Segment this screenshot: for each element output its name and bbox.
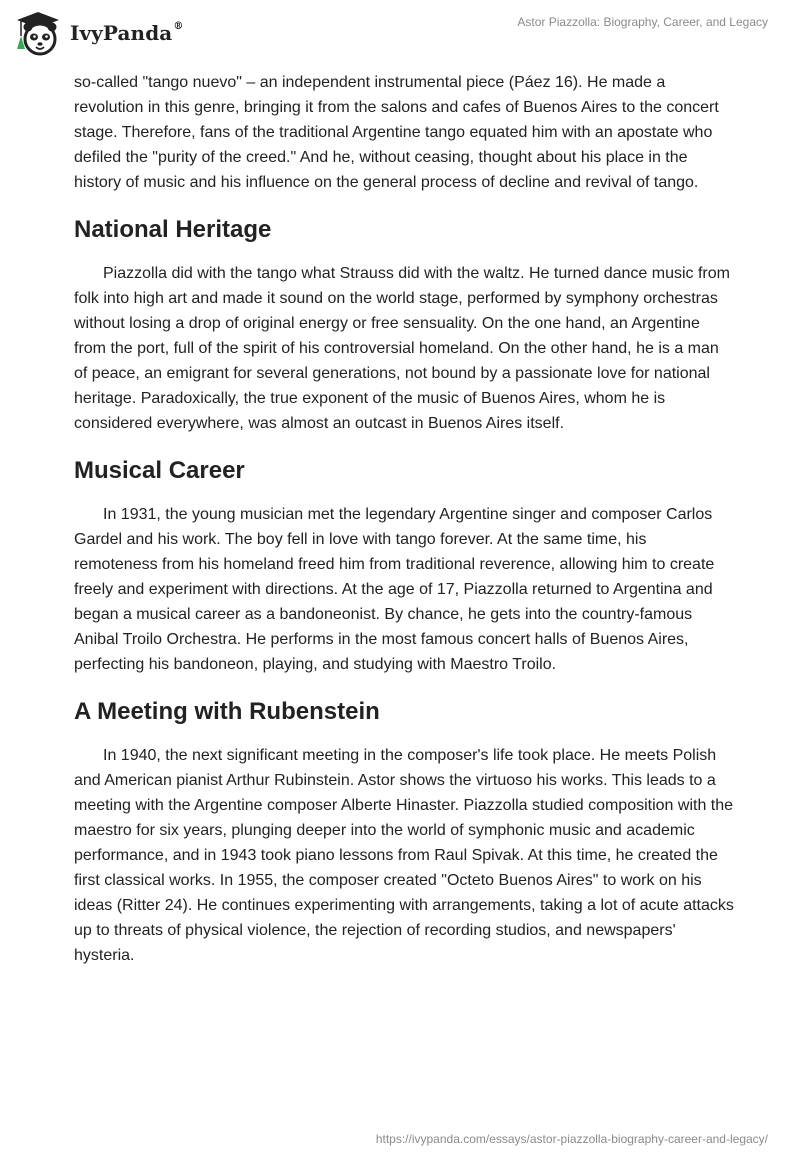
intro-paragraph: so-called "tango nuevo" – an independent instrumental piece (Páez 16). He made a revolution in this genre, bringing it from the salons and cafes of Buenos Aires to the concert stage. Therefore, fans of the traditional Argentine tango equated him with an apostate who defiled the "purity of the creed." And he, without ceasing, thought about his place in the history of music and his influence on the general process of decline and revival of tango. (74, 74, 719, 191)
article-body (74, 70, 734, 968)
panda-logo-icon (12, 9, 64, 57)
section-heading-musical-career: Musical Career (74, 457, 245, 484)
document-title: Astor Piazzolla: Biography, Career, and Legacy (517, 15, 768, 29)
section-paragraph-meeting-rubenstein: In 1940, the next significant meeting in the composer's life took place. He meets Polish and American pianist Arthur Rubinstein. Astor shows the virtuoso his works. This leads to a meeting with the Argentine composer Alberte Hinaster. Piazzolla studied composition with the maestro for six years, plunging deeper into the world of symphonic music and academic performance, and in 1943 took piano lessons from Raul Spivak. At this time, he created the first classical works. In 1955, the composer created "Octeto Buenos Aires" to work on his ideas (Ritter 24). He continues experimenting with arrangements, taking a lot of acute attacks up to threats of physical violence, the rejection of recording studios, and newspapers' hysteria. (74, 747, 734, 964)
section-heading-national-heritage: National Heritage (74, 216, 272, 243)
logo[interactable] (12, 9, 183, 57)
registered-mark: ® (173, 21, 184, 33)
brand-name: IvyPanda® (70, 21, 184, 45)
section-paragraph-musical-career: In 1931, the young musician met the legendary Argentine singer and composer Carlos Gardel and his work. The boy fell in love with tango forever. At the same time, his remoteness from his homeland freed him from traditional reverence, allowing him to create freely and experiment with directions. At the age of 17, Piazzolla returned to Argentina and began a musical career as a bandoneonist. By chance, he gets into the country-famous Anibal Troilo Orchestra. He performs in the most famous concert halls of Buenos Aires, perfecting his bandoneon, playing, and studying with Maestro Troilo. (74, 506, 715, 673)
section-paragraph-national-heritage: Piazzolla did with the tango what Strauss did with the waltz. He turned dance music from folk into high art and made it sound on the world stage, performed by symphony orchestras without losing a drop of original energy or free sensuality. On the one hand, an Argentine from the port, full of the spirit of his controversial homeland. On the other hand, he is a man of peace, an emigrant for several generations, not bound by a passionate love for national heritage. Paradoxically, the true exponent of the music of Buenos Aires, whom he is considered everywhere, was almost an outcast in Buenos Aires itself. (74, 265, 730, 432)
section-heading-meeting-rubenstein: A Meeting with Rubenstein (74, 698, 380, 725)
source-url[interactable]: https://ivypanda.com/essays/astor-piazzolla-biography-career-and-legacy/ (375, 1132, 768, 1146)
page-header (0, 0, 800, 70)
